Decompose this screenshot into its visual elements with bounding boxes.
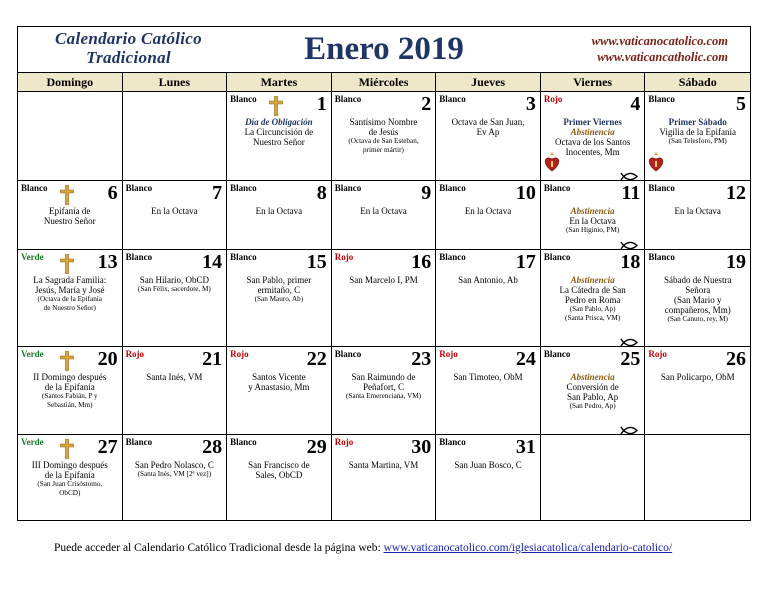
- day-number: 29: [306, 436, 327, 458]
- day-number: 27: [97, 436, 118, 458]
- feast-line: (Santos Fabián, P y: [41, 392, 98, 400]
- liturgical-color: Blanco: [648, 94, 675, 104]
- day-cell-5: [645, 92, 750, 181]
- day-cell-25: [541, 347, 646, 435]
- cross-icon: [60, 439, 74, 459]
- feast-line: Epifanía de: [49, 206, 91, 216]
- liturgical-color: Rojo: [230, 349, 249, 359]
- weekday-3: Miércoles: [332, 73, 437, 91]
- month-title: Enero 2019: [304, 31, 464, 67]
- weekday-4: Jueves: [436, 73, 541, 91]
- day-number: 23: [411, 348, 432, 370]
- day-number: 30: [411, 436, 432, 458]
- feast-line: Sábado de Nuestra: [663, 275, 732, 285]
- feast-line: La Sagrada Familia:: [33, 275, 107, 285]
- feast-line: ermitaño, C: [257, 285, 301, 295]
- empty-day-cell: [645, 435, 750, 520]
- liturgical-color: Rojo: [334, 252, 354, 262]
- day-number: 5: [735, 93, 746, 115]
- weekday-header-row: [18, 73, 750, 92]
- feast-line: (San Mario y: [673, 295, 722, 305]
- feast-description: [543, 206, 643, 235]
- day-cell-23: [332, 347, 437, 435]
- liturgical-color: Blanco: [439, 183, 466, 193]
- liturgical-color: Verde: [21, 437, 44, 447]
- fish-icon: [620, 422, 638, 431]
- feast-description: [543, 117, 643, 157]
- feast-line: primer mártir): [363, 145, 404, 154]
- day-number: 2: [421, 93, 432, 115]
- liturgical-color: Blanco: [125, 183, 153, 193]
- feast-line: (San Juan Crisóstomo,: [37, 480, 103, 488]
- abstinence-label: Abstinencia: [570, 275, 615, 285]
- cross-icon: [60, 351, 74, 371]
- feast-description: [647, 275, 748, 324]
- day-cell-19: [645, 250, 750, 347]
- liturgical-color: Blanco: [543, 252, 571, 262]
- day-cell-26: [645, 347, 750, 435]
- cross-icon: [60, 185, 74, 205]
- feast-description: [20, 206, 120, 226]
- weekday-2: Martes: [227, 73, 332, 91]
- liturgical-color: Blanco: [125, 252, 153, 262]
- feast-line: (San Canuto, rey, M): [667, 315, 728, 323]
- day-cell-30: [332, 435, 437, 520]
- cross-icon: [269, 96, 283, 116]
- calendar-grid: [18, 92, 750, 520]
- calendar-frame: [17, 26, 751, 521]
- feast-line: de la Epifanía: [44, 470, 95, 480]
- feast-description: [229, 372, 329, 392]
- feast-description: [229, 460, 329, 480]
- feast-line: Pedro en Roma: [564, 295, 621, 305]
- feast-line: (San Pablo, Ap): [569, 305, 616, 313]
- feast-line: Santos Vicente: [252, 372, 306, 382]
- day-number: 13: [97, 251, 118, 273]
- day-cell-2: [332, 92, 437, 181]
- feast-line: Peñafort, C: [362, 382, 404, 392]
- sacred-heart-icon: [648, 152, 664, 172]
- liturgical-color: Rojo: [648, 349, 667, 359]
- feast-line: San Raimundo de: [351, 372, 416, 382]
- feast-line: Señora: [685, 285, 711, 295]
- day-number: 4: [630, 93, 641, 115]
- fish-icon: [620, 334, 638, 343]
- first-day-label: Primer Viernes: [563, 117, 622, 127]
- feast-description: [438, 275, 538, 285]
- liturgical-color: Blanco: [543, 349, 571, 359]
- weekday-0: Domingo: [18, 73, 123, 91]
- feast-line: San Pablo, primer: [246, 275, 312, 285]
- liturgical-color: Blanco: [334, 94, 362, 104]
- feast-line: San Pablo, Ap: [567, 392, 619, 402]
- liturgical-color: Rojo: [439, 349, 458, 359]
- day-number: 15: [306, 251, 327, 273]
- feast-line: (Octava de San Esteban,: [348, 137, 419, 145]
- empty-day-cell: [541, 435, 646, 520]
- feast-line: San Antonio, Ab: [458, 275, 518, 285]
- day-number: 28: [202, 436, 223, 458]
- feast-line: Octava de los Santos: [555, 137, 631, 147]
- sacred-heart-icon: [544, 152, 560, 172]
- feast-line: (San Higinio, PM): [565, 226, 620, 234]
- feast-line: Inocentes, Mm: [565, 147, 620, 157]
- day-cell-6: [18, 181, 123, 250]
- feast-line: Santa Martina, VM: [348, 460, 419, 470]
- day-cell-27: [18, 435, 123, 520]
- feast-line: (Santa Emerenciana, VM): [345, 392, 422, 400]
- day-cell-20: [18, 347, 123, 435]
- feast-description: [647, 206, 748, 216]
- feast-line: En la Octava: [674, 206, 721, 216]
- feast-line: de Nuestro Señor): [43, 303, 96, 312]
- day-cell-22: [227, 347, 332, 435]
- feast-line: compañeros, Mm): [664, 305, 731, 315]
- liturgical-color: Blanco: [230, 183, 257, 193]
- feast-line: Vigilia de la Epifanía: [659, 127, 737, 137]
- liturgical-color: Blanco: [648, 183, 675, 193]
- day-cell-18: [541, 250, 646, 347]
- obligation-label: Día de Obligación: [245, 117, 313, 127]
- feast-line: En la Octava: [360, 206, 407, 216]
- feast-line: San Francisco de: [248, 460, 310, 470]
- day-cell-16: [332, 250, 437, 347]
- footer-text: Puede acceder al Calendario Católico Tradicional desde la página web:: [54, 542, 384, 554]
- feast-line: y Anastasio, Mm: [248, 382, 310, 392]
- feast-line: Nuestro Señor: [253, 137, 305, 147]
- brand-line-1: Calendario Católico: [55, 29, 202, 48]
- feast-description: [229, 206, 329, 216]
- day-number: 3: [525, 93, 536, 115]
- liturgical-color: Blanco: [543, 183, 571, 193]
- day-number: 14: [202, 251, 223, 273]
- abstinence-label: Abstinencia: [570, 206, 615, 216]
- first-day-label: Primer Sábado: [668, 117, 727, 127]
- day-number: 21: [202, 348, 223, 370]
- fish-icon: [620, 168, 638, 177]
- day-number: 8: [316, 182, 327, 204]
- feast-description: [334, 117, 434, 154]
- day-number: 1: [316, 93, 327, 115]
- feast-description: [20, 460, 120, 497]
- weekday-1: Lunes: [123, 73, 228, 91]
- feast-line: Octava de San Juan,: [451, 117, 525, 127]
- feast-description: [647, 372, 748, 382]
- day-number: 12: [725, 182, 746, 204]
- feast-line: San Timoteo, ObM: [453, 372, 523, 382]
- day-cell-29: [227, 435, 332, 520]
- feast-description: [125, 460, 225, 479]
- liturgical-color: Blanco: [334, 349, 362, 359]
- feast-description: [125, 275, 225, 294]
- feast-line: Sales, ObCD: [255, 470, 303, 480]
- day-cell-24: [436, 347, 541, 435]
- feast-line: (Santa Prisca, VM): [565, 313, 621, 322]
- abstinence-label: Abstinencia: [570, 127, 615, 137]
- feast-line: Ev Ap: [476, 127, 500, 137]
- day-number: 24: [515, 348, 536, 370]
- day-cell-31: [436, 435, 541, 520]
- website-urls: [592, 33, 728, 65]
- feast-line: En la Octava: [569, 216, 616, 226]
- feast-description: [647, 117, 748, 146]
- footer-note: [54, 542, 672, 554]
- feast-line: Sebastián, Mm): [47, 400, 93, 409]
- feast-line: Santa Inés, VM: [146, 372, 203, 382]
- feast-description: [438, 206, 538, 216]
- day-number: 31: [515, 436, 536, 458]
- website-url-es[interactable]: www.vaticanocatolico.com: [591, 34, 728, 48]
- feast-line: La Circuncisión de: [244, 127, 314, 137]
- feast-description: [543, 372, 643, 411]
- fish-icon: [620, 237, 638, 246]
- feast-description: [334, 460, 434, 470]
- day-cell-10: [436, 181, 541, 250]
- liturgical-color: Blanco: [439, 252, 466, 262]
- feast-line: de Jesús: [368, 127, 399, 137]
- feast-line: San Pedro Nolasco, C: [134, 460, 214, 470]
- footer-link[interactable]: www.vaticanocatolico.com/iglesiacatolica/calendario-catolico/: [383, 542, 673, 554]
- feast-description: [20, 275, 120, 312]
- feast-line: En la Octava: [464, 206, 512, 216]
- day-number: 25: [620, 348, 641, 370]
- feast-line: En la Octava: [151, 206, 198, 216]
- liturgical-color: Blanco: [21, 183, 48, 193]
- liturgical-color: Blanco: [230, 252, 257, 262]
- feast-line: En la Octava: [255, 206, 303, 216]
- feast-description: [438, 372, 538, 382]
- day-cell-14: [123, 250, 228, 347]
- feast-line: San Marcelo I, PM: [349, 275, 418, 285]
- brand-line-2: Tradicional: [86, 48, 171, 67]
- liturgical-color: Blanco: [230, 437, 257, 447]
- feast-description: [229, 275, 329, 304]
- feast-description: [438, 460, 538, 470]
- feast-line: (San Mauro, Ab): [254, 295, 304, 303]
- liturgical-color: Blanco: [439, 437, 466, 447]
- feast-line: ObCD): [59, 488, 81, 497]
- liturgical-color: Rojo: [543, 94, 563, 104]
- day-number: 17: [515, 251, 536, 273]
- day-number: 20: [97, 348, 118, 370]
- day-cell-8: [227, 181, 332, 250]
- day-number: 18: [620, 251, 641, 273]
- calendar-header: [18, 27, 750, 73]
- feast-line: de la Epifanía: [44, 382, 95, 392]
- day-number: 6: [107, 182, 118, 204]
- feast-description: [543, 275, 643, 322]
- abstinence-label: Abstinencia: [570, 372, 615, 382]
- day-number: 22: [306, 348, 327, 370]
- feast-description: [125, 206, 225, 216]
- feast-line: San Juan Bosco, C: [454, 460, 522, 470]
- liturgical-color: Blanco: [125, 437, 153, 447]
- feast-description: [20, 372, 120, 409]
- feast-line: Nuestro Señor: [43, 216, 96, 226]
- feast-line: (San Telesforo, PM): [668, 137, 727, 145]
- day-number: 16: [411, 251, 432, 273]
- cross-icon: [60, 254, 74, 274]
- day-cell-4: [541, 92, 646, 181]
- day-cell-17: [436, 250, 541, 347]
- feast-line: (Octava de la Epifanía: [37, 295, 102, 303]
- day-number: 11: [621, 182, 641, 204]
- liturgical-color: Blanco: [334, 183, 362, 193]
- day-number: 7: [212, 182, 223, 204]
- brand-logo-text: [46, 29, 211, 67]
- weekday-6: Sábado: [678, 75, 717, 89]
- day-cell-7: [123, 181, 228, 250]
- day-number: 19: [725, 251, 746, 273]
- feast-description: [334, 275, 434, 285]
- liturgical-color: Blanco: [230, 94, 257, 104]
- feast-description: [229, 117, 329, 147]
- website-url-en[interactable]: www.vaticancatholic.com: [597, 50, 728, 64]
- feast-line: (Santa Inés, VM [2ª vez]): [137, 470, 212, 478]
- liturgical-color: Blanco: [439, 94, 466, 104]
- feast-line: La Cátedra de San: [559, 285, 626, 295]
- day-cell-1: [227, 92, 332, 181]
- feast-description: [438, 117, 538, 137]
- feast-line: Jesús, María y José: [35, 285, 105, 295]
- day-cell-12: [645, 181, 750, 250]
- day-number: 26: [725, 348, 746, 370]
- day-cell-9: [332, 181, 437, 250]
- feast-line: Conversión de: [566, 382, 619, 392]
- feast-line: (San Félix, sacerdote, M): [137, 285, 211, 293]
- feast-description: [334, 372, 434, 401]
- empty-day-cell: [18, 92, 123, 181]
- weekday-5: Viernes: [541, 73, 646, 91]
- liturgical-color: Verde: [21, 349, 44, 359]
- day-number: 9: [421, 182, 432, 204]
- liturgical-color: Rojo: [125, 349, 145, 359]
- liturgical-color: Blanco: [648, 252, 675, 262]
- day-cell-11: [541, 181, 646, 250]
- feast-line: Santísimo Nombre: [349, 117, 418, 127]
- day-cell-3: [436, 92, 541, 181]
- feast-line: II Domingo después: [33, 372, 107, 382]
- day-cell-13: [18, 250, 123, 347]
- liturgical-color: Rojo: [334, 437, 354, 447]
- empty-day-cell: [123, 92, 228, 181]
- feast-line: III Domingo después: [31, 460, 108, 470]
- day-cell-21: [123, 347, 228, 435]
- feast-line: San Policarpo, ObM: [660, 372, 735, 382]
- feast-description: [125, 372, 225, 382]
- feast-line: San Hilario, ObCD: [139, 275, 209, 285]
- feast-description: [334, 206, 434, 216]
- day-cell-28: [123, 435, 228, 520]
- liturgical-color: Verde: [21, 252, 44, 262]
- day-number: 10: [515, 182, 536, 204]
- feast-line: (San Pedro, Ap): [569, 402, 616, 410]
- day-cell-15: [227, 250, 332, 347]
